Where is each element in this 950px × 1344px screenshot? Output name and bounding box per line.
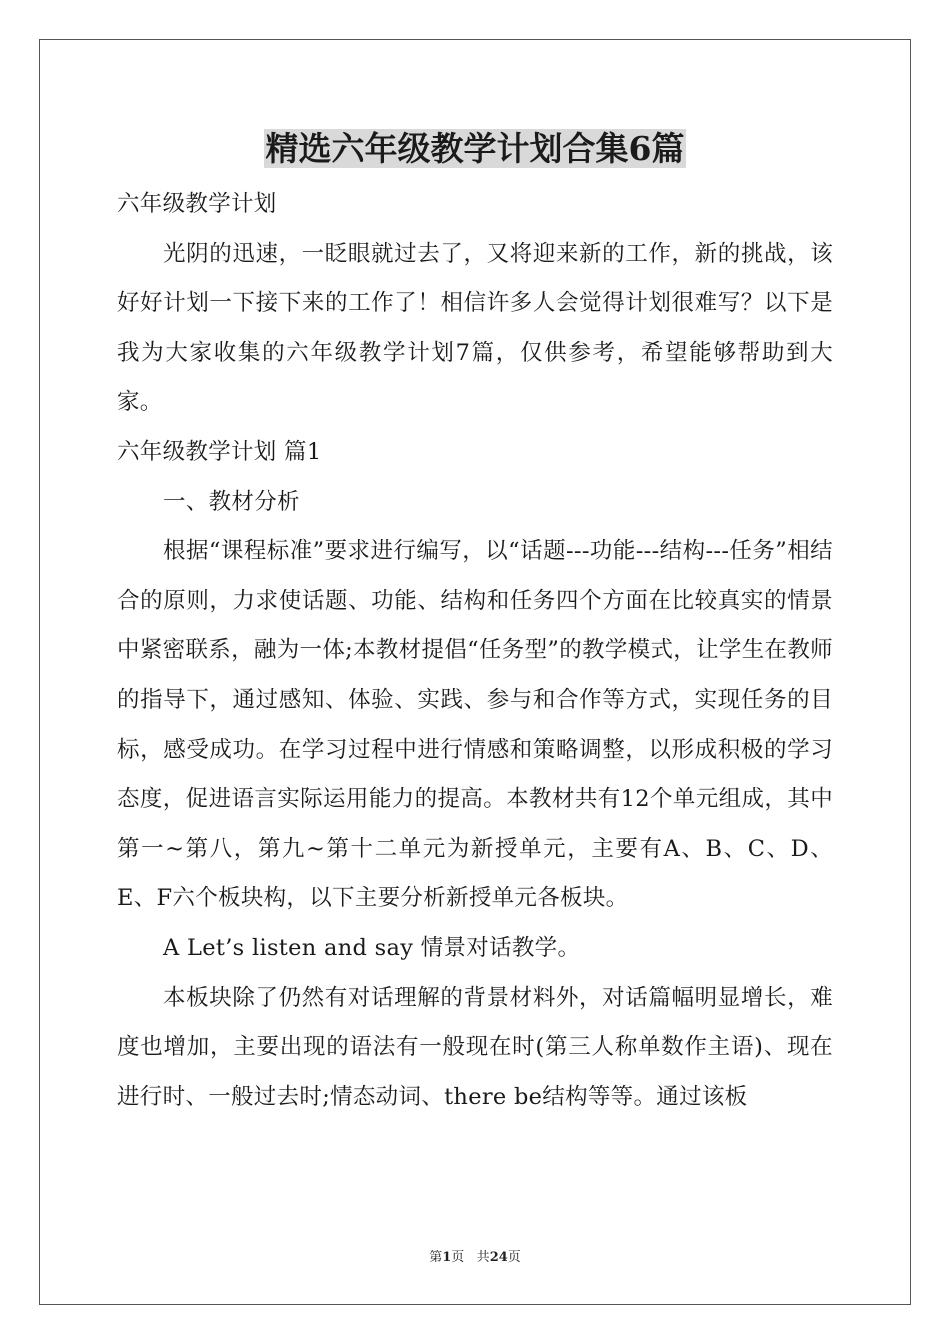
body-paragraph: 根据“课程标准”要求进行编写，以“话题---功能---结构---任务”相结合的原则，力求使话题、功能、结构和任务四个方面在比较真实的情景中紧密联系，融为一体;本教材提倡“任务型”的教学模式，让学生在教师的指导下，通过感知、体验、实践、参与和合作等方式，实现任务的目标，感受成功。在学习过程中进行情感和策略调整，以形成积极的学习态度，促进语言实际运用能力的提高。本教材共有12个单元组成，其中第一~第八，第九~第十二单元为新授单元，主要有A、B、C、D、E、F六个板块构，以下主要分析新授单元各板块。 xyxy=(117,538,833,912)
total-pages: 24 xyxy=(489,1250,508,1265)
title-text: 精选六年级教学计划合集6篇 xyxy=(265,129,685,168)
page-footer xyxy=(0,1246,950,1265)
document-body xyxy=(117,180,833,1122)
section-heading: 六年级教学计划 xyxy=(117,191,277,217)
total-label-post: 页 xyxy=(507,1250,521,1265)
subsection-heading: 一、教材分析 xyxy=(163,488,300,515)
intro-paragraph: 光阴的迅速，一眨眼就过去了，又将迎来新的工作，新的挑战，该好好计划一下接下来的工作了！相信许多人会觉得计划很难写？以下是我为大家收集的六年级教学计划7篇，仅供参考，希望能够帮助到大家。 xyxy=(117,240,833,416)
page-number: 1 xyxy=(442,1250,452,1265)
body-paragraph: A Let’s listen and say 情景对话教学。 xyxy=(163,934,581,961)
body-paragraph: 本板块除了仍然有对话理解的背景材料外，对话篇幅明显增长，难度也增加，主要出现的语法有一般现在时(第三人称单数作主语)、现在进行时、一般过去时;情态动词、there be结构等等。通过该板 xyxy=(117,984,833,1110)
total-label-pre: 共 xyxy=(476,1250,490,1265)
page-label-pre: 第 xyxy=(429,1250,443,1265)
chapter-heading: 六年级教学计划 篇1 xyxy=(117,438,322,465)
document-title xyxy=(0,126,950,172)
page-label-post: 页 xyxy=(451,1250,465,1265)
